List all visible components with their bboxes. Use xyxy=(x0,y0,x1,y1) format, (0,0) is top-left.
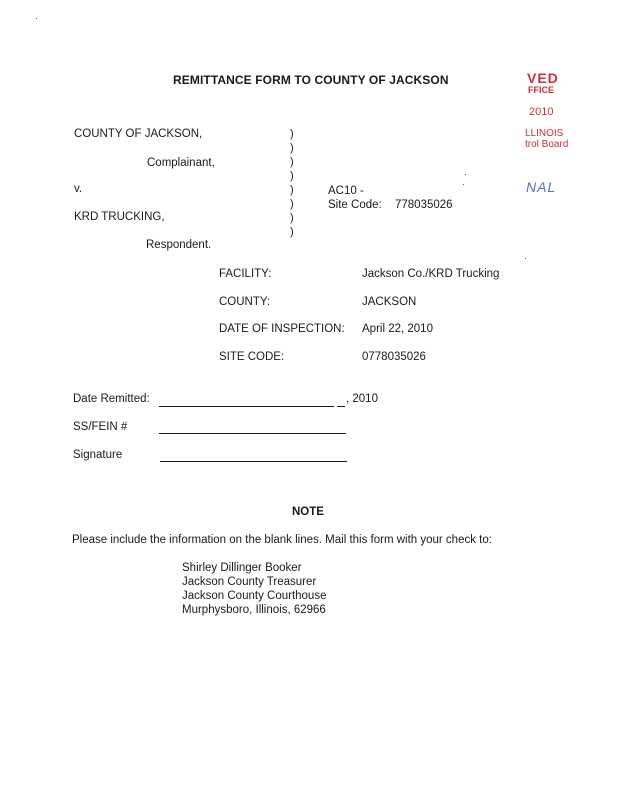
note-instructions: Please include the information on the blank lines. Mail this form with your check to: xyxy=(72,534,492,546)
plaintiff-name: COUNTY OF JACKSON, xyxy=(74,128,203,140)
case-number: AC10 - xyxy=(328,185,364,197)
caption-bracket: ) xyxy=(290,170,294,182)
site-code-value: 0778035026 xyxy=(362,351,426,363)
facility-value: Jackson Co./KRD Trucking xyxy=(362,268,500,280)
stamp-line-year: 2010 xyxy=(529,106,554,118)
address-line: Murphysboro, Illinois, 62966 xyxy=(182,604,326,616)
stamp-line-state: LLINOIS xyxy=(525,128,564,139)
caption-bracket: ) xyxy=(290,156,294,168)
scan-speck xyxy=(463,184,464,185)
defendant-role: Respondent. xyxy=(146,239,212,251)
ssfein-blank[interactable] xyxy=(159,433,346,434)
inspection-date-label: DATE OF INSPECTION: xyxy=(219,323,345,335)
caption-bracket: ) xyxy=(290,226,294,238)
caption-bracket: ) xyxy=(290,198,294,210)
versus-label: v. xyxy=(74,183,83,195)
address-line: Shirley Dillinger Booker xyxy=(182,562,302,574)
date-remitted-label: Date Remitted: xyxy=(73,393,150,405)
county-label: COUNTY: xyxy=(219,296,271,308)
caption-bracket: ) xyxy=(290,128,294,140)
caption-bracket: ) xyxy=(290,142,294,154)
facility-label: FACILITY: xyxy=(219,268,272,280)
page-title: REMITTANCE FORM TO COUNTY OF JACKSON xyxy=(173,73,449,87)
address-line: Jackson County Courthouse xyxy=(182,590,327,602)
date-remitted-blank[interactable] xyxy=(159,406,334,407)
ssfein-label: SS/FEIN # xyxy=(73,421,128,433)
stamp-line-final: NAL xyxy=(526,179,557,195)
scan-speck xyxy=(36,18,37,19)
stamp-line-board: trol Board xyxy=(525,139,569,150)
inspection-date-value: April 22, 2010 xyxy=(362,323,433,335)
date-remitted-year: , 2010 xyxy=(346,393,378,405)
county-value: JACKSON xyxy=(362,296,417,308)
stamp-line-office: FFICE xyxy=(528,85,554,95)
scan-speck xyxy=(465,174,466,175)
caption-site-code-value: 778035026 xyxy=(395,199,453,211)
address-line: Jackson County Treasurer xyxy=(182,576,317,588)
scan-speck xyxy=(525,258,526,259)
date-remitted-blank-tail[interactable] xyxy=(337,406,345,407)
site-code-label: SITE CODE: xyxy=(219,351,285,363)
caption-site-code-label: Site Code: xyxy=(328,199,382,211)
caption-bracket: ) xyxy=(290,212,294,224)
signature-blank[interactable] xyxy=(160,461,347,462)
note-heading: NOTE xyxy=(292,506,324,518)
signature-label: Signature xyxy=(73,449,123,461)
stamp-line-received: VED xyxy=(527,70,559,86)
defendant-name: KRD TRUCKING, xyxy=(74,211,165,223)
plaintiff-role: Complainant, xyxy=(147,157,215,169)
caption-bracket: ) xyxy=(290,184,294,196)
